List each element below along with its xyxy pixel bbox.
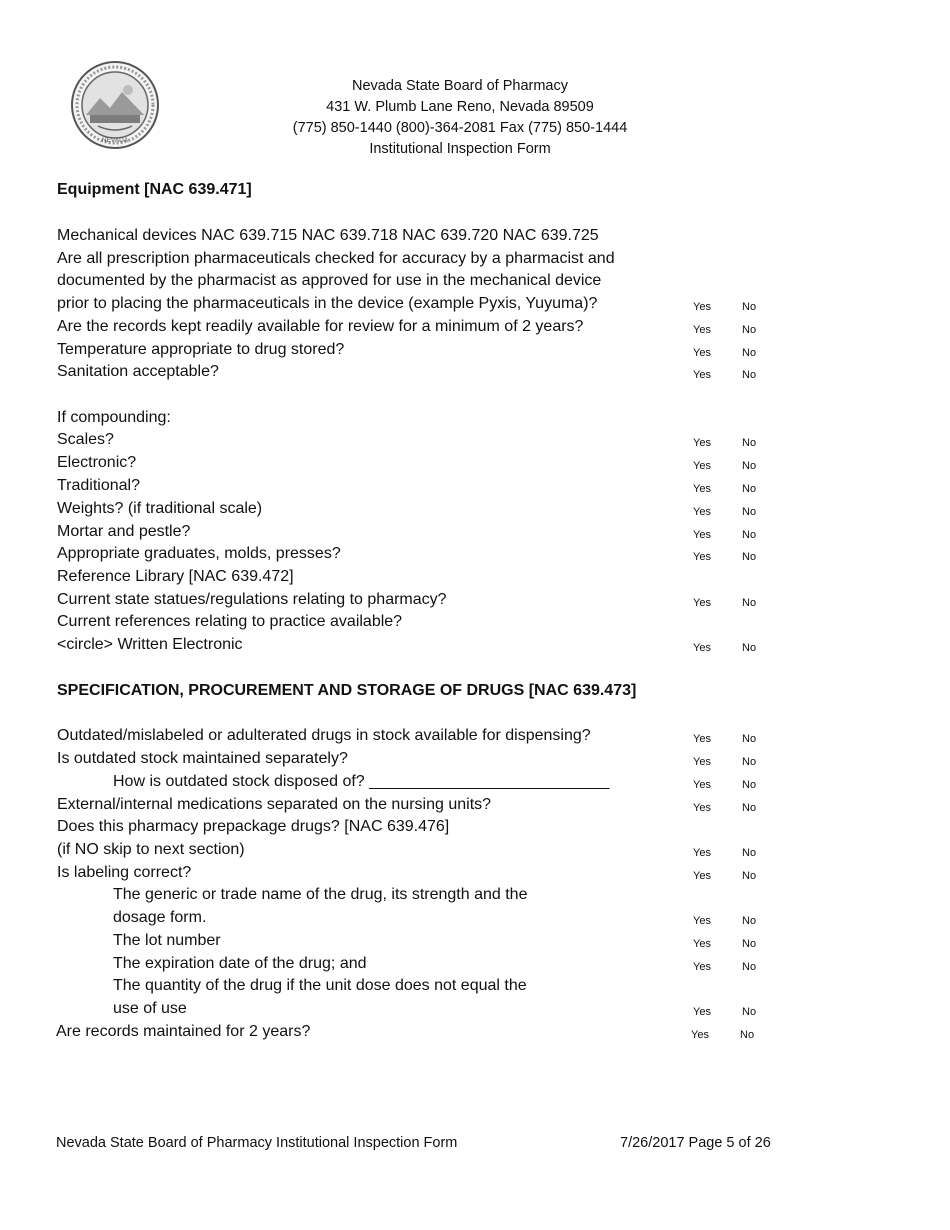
- answer-no-option[interactable]: No: [742, 915, 757, 927]
- answer-no-option[interactable]: No: [742, 369, 757, 381]
- question-text: Electronic?: [57, 454, 137, 471]
- answer-no-option[interactable]: No: [742, 301, 757, 313]
- answer-no-option[interactable]: No: [742, 483, 757, 495]
- question-text: Does this pharmacy prepackage drugs? [NAC 639.476]: [57, 818, 450, 835]
- answer-no-option[interactable]: No: [742, 597, 757, 609]
- board-name: Nevada State Board of Pharmacy: [351, 78, 568, 94]
- question-text: Current references relating to practice available?: [57, 613, 403, 630]
- answer-no-option[interactable]: No: [742, 870, 757, 882]
- answer-yes-option[interactable]: Yes: [693, 938, 711, 950]
- question-text: Are the records kept readily available for review for a minimum of 2 years?: [57, 318, 584, 335]
- question-text: Scales?: [57, 431, 114, 448]
- question-text: Sanitation acceptable?: [57, 363, 219, 380]
- answer-no-option[interactable]: No: [742, 938, 757, 950]
- answer-no-option[interactable]: No: [742, 506, 757, 518]
- question-text: Mechanical devices NAC 639.715 NAC 639.718 NAC 639.720 NAC 639.725: [57, 227, 599, 244]
- seal-text: NEVADA: [101, 137, 129, 144]
- question-text: The generic or trade name of the drug, its strength and the: [113, 886, 528, 903]
- answer-yes-option[interactable]: Yes: [693, 779, 711, 791]
- question-text: Are records maintained for 2 years?: [56, 1023, 311, 1040]
- answer-yes-option[interactable]: Yes: [693, 551, 711, 563]
- board-address: 431 W. Plumb Lane Reno, Nevada 89509: [326, 99, 594, 115]
- answer-no-option[interactable]: No: [742, 347, 757, 359]
- answer-no-option[interactable]: No: [742, 756, 757, 768]
- answer-no-option[interactable]: No: [742, 779, 757, 791]
- answer-no-option[interactable]: No: [742, 847, 757, 859]
- answer-no-option[interactable]: No: [742, 642, 757, 654]
- answer-yes-option[interactable]: Yes: [693, 506, 711, 518]
- question-text: The quantity of the drug if the unit dose does not equal the: [113, 977, 527, 994]
- answer-no-option[interactable]: No: [742, 733, 757, 745]
- answer-yes-option[interactable]: Yes: [693, 847, 711, 859]
- question-text: prior to placing the pharmaceuticals in the device (example Pyxis, Yuyuma)?: [57, 295, 598, 312]
- question-text: use of use: [113, 1000, 187, 1017]
- footer-title: Nevada State Board of Pharmacy Institutional Inspection Form: [56, 1135, 458, 1151]
- answer-yes-option[interactable]: Yes: [693, 369, 711, 381]
- answer-no-option[interactable]: No: [740, 1029, 755, 1041]
- question-text: If compounding:: [57, 409, 171, 426]
- board-phone: (775) 850-1440 (800)-364-2081 Fax (775) 850-1444: [292, 120, 628, 136]
- answer-yes-option[interactable]: Yes: [693, 915, 711, 927]
- answer-yes-option[interactable]: Yes: [693, 324, 711, 336]
- question-text: Temperature appropriate to drug stored?: [57, 341, 345, 358]
- nevada-state-seal: [70, 60, 160, 150]
- question-text: Mortar and pestle?: [57, 523, 191, 540]
- answer-yes-option[interactable]: Yes: [693, 529, 711, 541]
- answer-yes-option[interactable]: Yes: [693, 301, 711, 313]
- question-text: documented by the pharmacist as approved for use in the mechanical device: [57, 272, 602, 289]
- question-text: Are all prescription pharmaceuticals checked for accuracy by a pharmacist and: [57, 250, 615, 267]
- question-text: The expiration date of the drug; and: [113, 955, 367, 972]
- answer-yes-option[interactable]: Yes: [693, 347, 711, 359]
- question-text: Current state statues/regulations relating to pharmacy?: [57, 591, 447, 608]
- answer-no-option[interactable]: No: [742, 1006, 757, 1018]
- question-text: Weights? (if traditional scale): [57, 500, 263, 517]
- answer-yes-option[interactable]: Yes: [693, 460, 711, 472]
- answer-yes-option[interactable]: Yes: [693, 870, 711, 882]
- question-text: How is outdated stock disposed of? ___________________________: [113, 773, 610, 790]
- answer-no-option[interactable]: No: [742, 961, 757, 973]
- section-heading: SPECIFICATION, PROCUREMENT AND STORAGE OF DRUGS [NAC 639.473]: [57, 682, 637, 699]
- answer-yes-option[interactable]: Yes: [693, 597, 711, 609]
- answer-no-option[interactable]: No: [742, 551, 757, 563]
- answer-yes-option[interactable]: Yes: [693, 437, 711, 449]
- answer-yes-option[interactable]: Yes: [693, 1006, 711, 1018]
- question-text: Appropriate graduates, molds, presses?: [57, 545, 341, 562]
- question-text: (if NO skip to next section): [57, 841, 245, 858]
- question-text: Outdated/mislabeled or adulterated drugs in stock available for dispensing?: [57, 727, 591, 744]
- footer-page: 7/26/2017 Page 5 of 26: [620, 1135, 771, 1151]
- answer-yes-option[interactable]: Yes: [693, 961, 711, 973]
- question-text: Reference Library [NAC 639.472]: [57, 568, 294, 585]
- answer-no-option[interactable]: No: [742, 529, 757, 541]
- question-text: The lot number: [113, 932, 221, 949]
- document-header: [230, 76, 690, 160]
- question-text: <circle> Written Electronic: [57, 636, 243, 653]
- answer-no-option[interactable]: No: [742, 460, 757, 472]
- question-text: dosage form.: [113, 909, 207, 926]
- form-title: Institutional Inspection Form: [369, 141, 551, 157]
- answer-yes-option[interactable]: Yes: [693, 483, 711, 495]
- question-text: Traditional?: [57, 477, 141, 494]
- question-text: Is labeling correct?: [57, 864, 192, 881]
- answer-yes-option[interactable]: Yes: [693, 733, 711, 745]
- question-text: Is outdated stock maintained separately?: [57, 750, 348, 767]
- answer-yes-option[interactable]: Yes: [691, 1029, 709, 1041]
- answer-yes-option[interactable]: Yes: [693, 642, 711, 654]
- answer-no-option[interactable]: No: [742, 437, 757, 449]
- answer-no-option[interactable]: No: [742, 324, 757, 336]
- answer-no-option[interactable]: No: [742, 802, 757, 814]
- section-heading: Equipment [NAC 639.471]: [57, 181, 252, 198]
- answer-yes-option[interactable]: Yes: [693, 802, 711, 814]
- question-text: External/internal medications separated on the nursing units?: [57, 796, 492, 813]
- answer-yes-option[interactable]: Yes: [693, 756, 711, 768]
